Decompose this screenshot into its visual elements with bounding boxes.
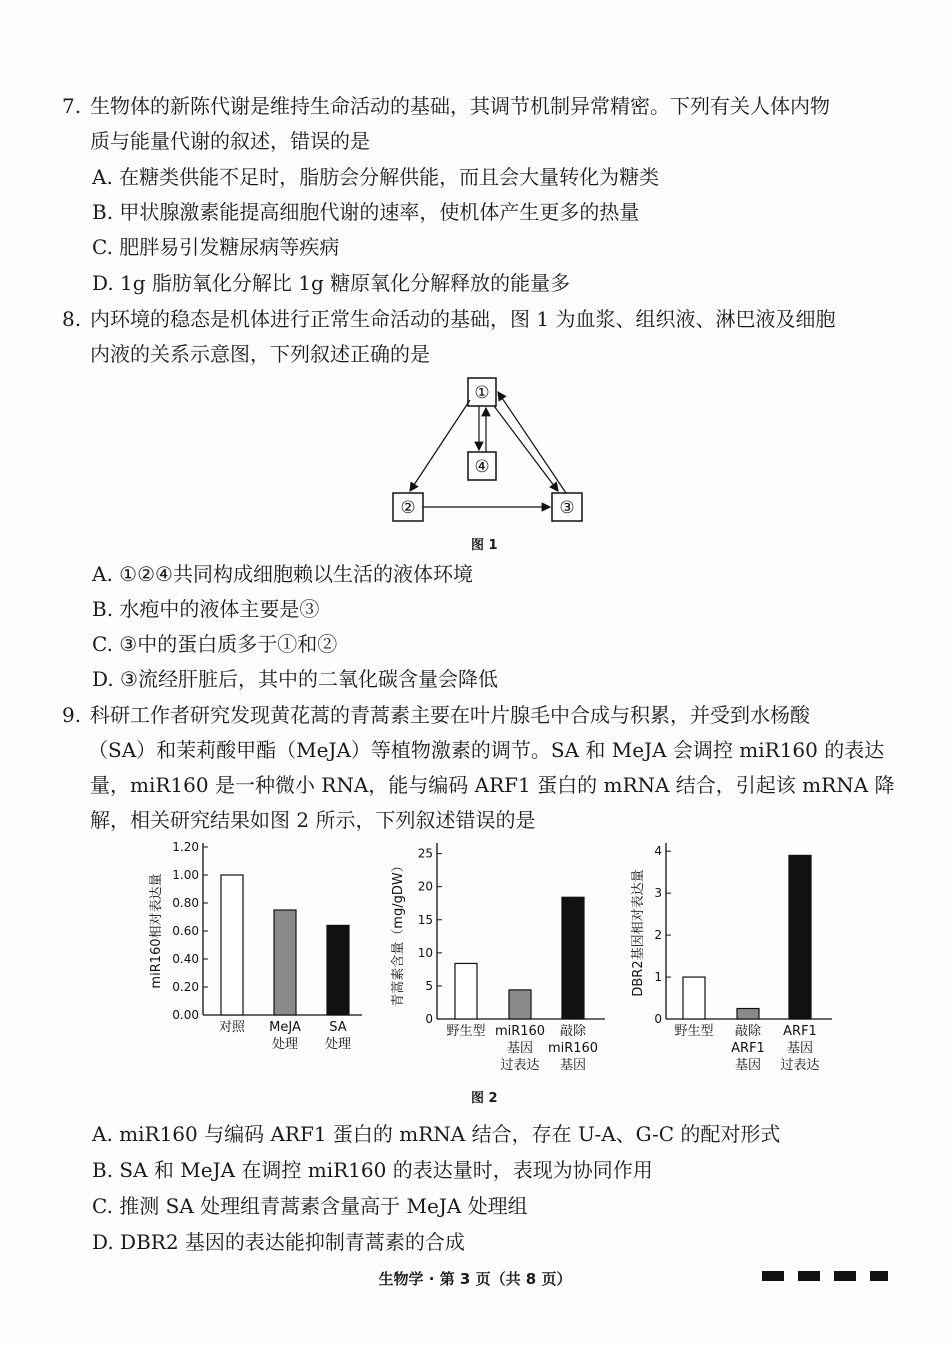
q8-option-a: A. ①②④共同构成细胞赖以生活的液体环境 — [92, 562, 473, 586]
q9-number: 9. — [62, 703, 82, 727]
q8-stem-line2: 内液的关系示意图，下列叙述正确的是 — [90, 342, 430, 366]
q7-option-b: B. 甲状腺激素能提高细胞代谢的速率，使机体产生更多的热量 — [92, 200, 640, 224]
q9-option-b: B. SA 和 MeJA 在调控 miR160 的表达量时，表现为协同作用 — [92, 1158, 653, 1182]
chart2-tick-label: 25 — [417, 846, 433, 861]
chart2-category-label: miR160 — [547, 1041, 599, 1056]
q7-stem-line1: 生物体的新陈代谢是维持生命活动的基础，其调节机制异常精密。下列有关人体内物 — [90, 94, 830, 118]
arrow-1-to-3 — [494, 406, 558, 491]
figure-1-diagram — [380, 370, 600, 530]
chart1-category-label: MeJA — [269, 1020, 301, 1035]
q7-option-d: D. 1g 脂肪氧化分解比 1g 糖原氧化分解释放的能量多 — [92, 271, 571, 295]
chart1-y-axis-label: miR160相对表达量 — [149, 873, 164, 989]
q7-number: 7. — [62, 94, 82, 118]
chart1-category-label: SA — [329, 1020, 347, 1035]
chart2-category-label: 野生型 — [446, 1024, 486, 1039]
footer-mark-3 — [834, 1271, 856, 1281]
chart3-bar — [789, 855, 811, 1019]
figure-2-charts — [0, 835, 950, 1085]
chart1-tick-label: 1.00 — [172, 868, 199, 882]
q8-option-b: B. 水疱中的液体主要是③ — [92, 597, 320, 621]
q8-stem-line1: 内环境的稳态是机体进行正常生命活动的基础，图 1 为血浆、组织液、淋巴液及细胞 — [90, 307, 836, 331]
q9-stem-line1: 科研工作者研究发现黄花蒿的青蒿素主要在叶片腺毛中合成与积累，并受到水杨酸 — [90, 703, 810, 727]
chart1-category-label: 处理 — [271, 1037, 299, 1052]
chart3-tick-label: 1 — [654, 970, 662, 985]
chart1-category-label: 对照 — [218, 1020, 246, 1035]
chart2-category-label: 敲除 — [559, 1024, 587, 1039]
chart2-tick-label: 20 — [417, 879, 433, 894]
node-2-label: ② — [400, 498, 416, 518]
chart3-tick-label: 2 — [654, 928, 662, 943]
arrow-1-to-2 — [410, 400, 470, 491]
chart2-bar — [562, 897, 584, 1019]
q9-option-d: D. DBR2 基因的表达能抑制青蒿素的合成 — [92, 1230, 465, 1254]
chart2-category-label: 过表达 — [500, 1058, 540, 1073]
chart3-tick-label: 4 — [654, 844, 662, 859]
chart3-tick-label: 0 — [654, 1012, 662, 1026]
chart2-bar — [455, 963, 477, 1019]
chart1-tick-label: 0.20 — [172, 980, 199, 994]
chart3-category-label: 基因 — [786, 1041, 814, 1056]
arrow-3-to-1 — [498, 392, 566, 493]
figure-1-caption: 图 1 — [471, 538, 498, 553]
chart2-tick-label: 5 — [425, 978, 433, 993]
chart1-bar — [221, 875, 243, 1015]
q8-option-d: D. ③流经肝脏后，其中的二氧化碳含量会降低 — [92, 667, 498, 691]
chart1-tick-label: 0.40 — [172, 952, 199, 966]
chart2-category-label: 基因 — [506, 1041, 534, 1056]
node-3-label: ③ — [559, 498, 575, 518]
chart1-tick-label: 0.00 — [172, 1008, 199, 1022]
chart3-category-label: 过表达 — [780, 1058, 820, 1073]
chart2-bar — [509, 990, 531, 1019]
chart2-tick-label: 10 — [417, 945, 433, 960]
q8-option-c: C. ③中的蛋白质多于①和② — [92, 632, 338, 656]
q7-stem-line2: 质与能量代谢的叙述，错误的是 — [90, 129, 370, 153]
node-4-label: ④ — [474, 457, 490, 477]
chart2-tick-label: 15 — [417, 912, 433, 927]
q7-option-c: C. 肥胖易引发糖尿病等疾病 — [92, 235, 340, 259]
chart1-tick-label: 1.20 — [172, 840, 199, 854]
node-1-label: ① — [474, 383, 490, 403]
chart2-category-label: miR160 — [494, 1024, 546, 1039]
chart1-tick-label: 0.60 — [172, 924, 199, 938]
chart2-y-axis-label: 青蒿素含量（mg/gDW） — [391, 859, 406, 1007]
q7-option-a: A. 在糖类供能不足时，脂肪会分解供能，而且会大量转化为糖类 — [92, 165, 660, 189]
q9-stem-line3: 量，miR160 是一种微小 RNA，能与编码 ARF1 蛋白的 mRNA 结合，引起该 mRNA 降 — [90, 773, 895, 797]
q9-option-a: A. miR160 与编码 ARF1 蛋白的 mRNA 结合，存在 U-A、G-C 的配对形式 — [92, 1122, 781, 1146]
chart1-category-label: 处理 — [324, 1037, 352, 1052]
chart1-bar — [274, 910, 296, 1015]
chart3-bar — [737, 1009, 759, 1019]
q9-stem-line4: 解，相关研究结果如图 2 所示，下列叙述错误的是 — [90, 808, 536, 832]
figure-2-caption: 图 2 — [471, 1091, 498, 1106]
chart3-bar — [683, 977, 705, 1019]
footer-mark-4 — [870, 1271, 888, 1281]
q9-stem-line2: （SA）和茉莉酸甲酯（MeJA）等植物激素的调节。SA 和 MeJA 会调控 miR160 的表达 — [88, 738, 885, 762]
page-footer: 生物学 · 第 3 页（共 8 页） — [378, 1270, 572, 1288]
footer-mark-2 — [798, 1271, 820, 1281]
chart2-tick-label: 0 — [425, 1012, 433, 1026]
chart3-category-label: 敲除 — [734, 1024, 762, 1039]
chart3-category-label: 基因 — [734, 1058, 762, 1073]
chart1-tick-label: 0.80 — [172, 896, 199, 910]
footer-mark-1 — [762, 1271, 784, 1281]
chart1-bar — [327, 925, 349, 1015]
q8-number: 8. — [62, 307, 82, 331]
chart3-y-axis-label: DBR2基因相对表达量 — [631, 869, 646, 997]
chart3-category-label: ARF1 — [783, 1024, 817, 1039]
chart3-tick-label: 3 — [654, 886, 662, 901]
chart3-category-label: 野生型 — [674, 1024, 714, 1039]
q9-option-c: C. 推测 SA 处理组青蒿素含量高于 MeJA 处理组 — [92, 1194, 528, 1218]
chart2-category-label: 基因 — [559, 1058, 587, 1073]
chart3-category-label: ARF1 — [731, 1041, 765, 1056]
